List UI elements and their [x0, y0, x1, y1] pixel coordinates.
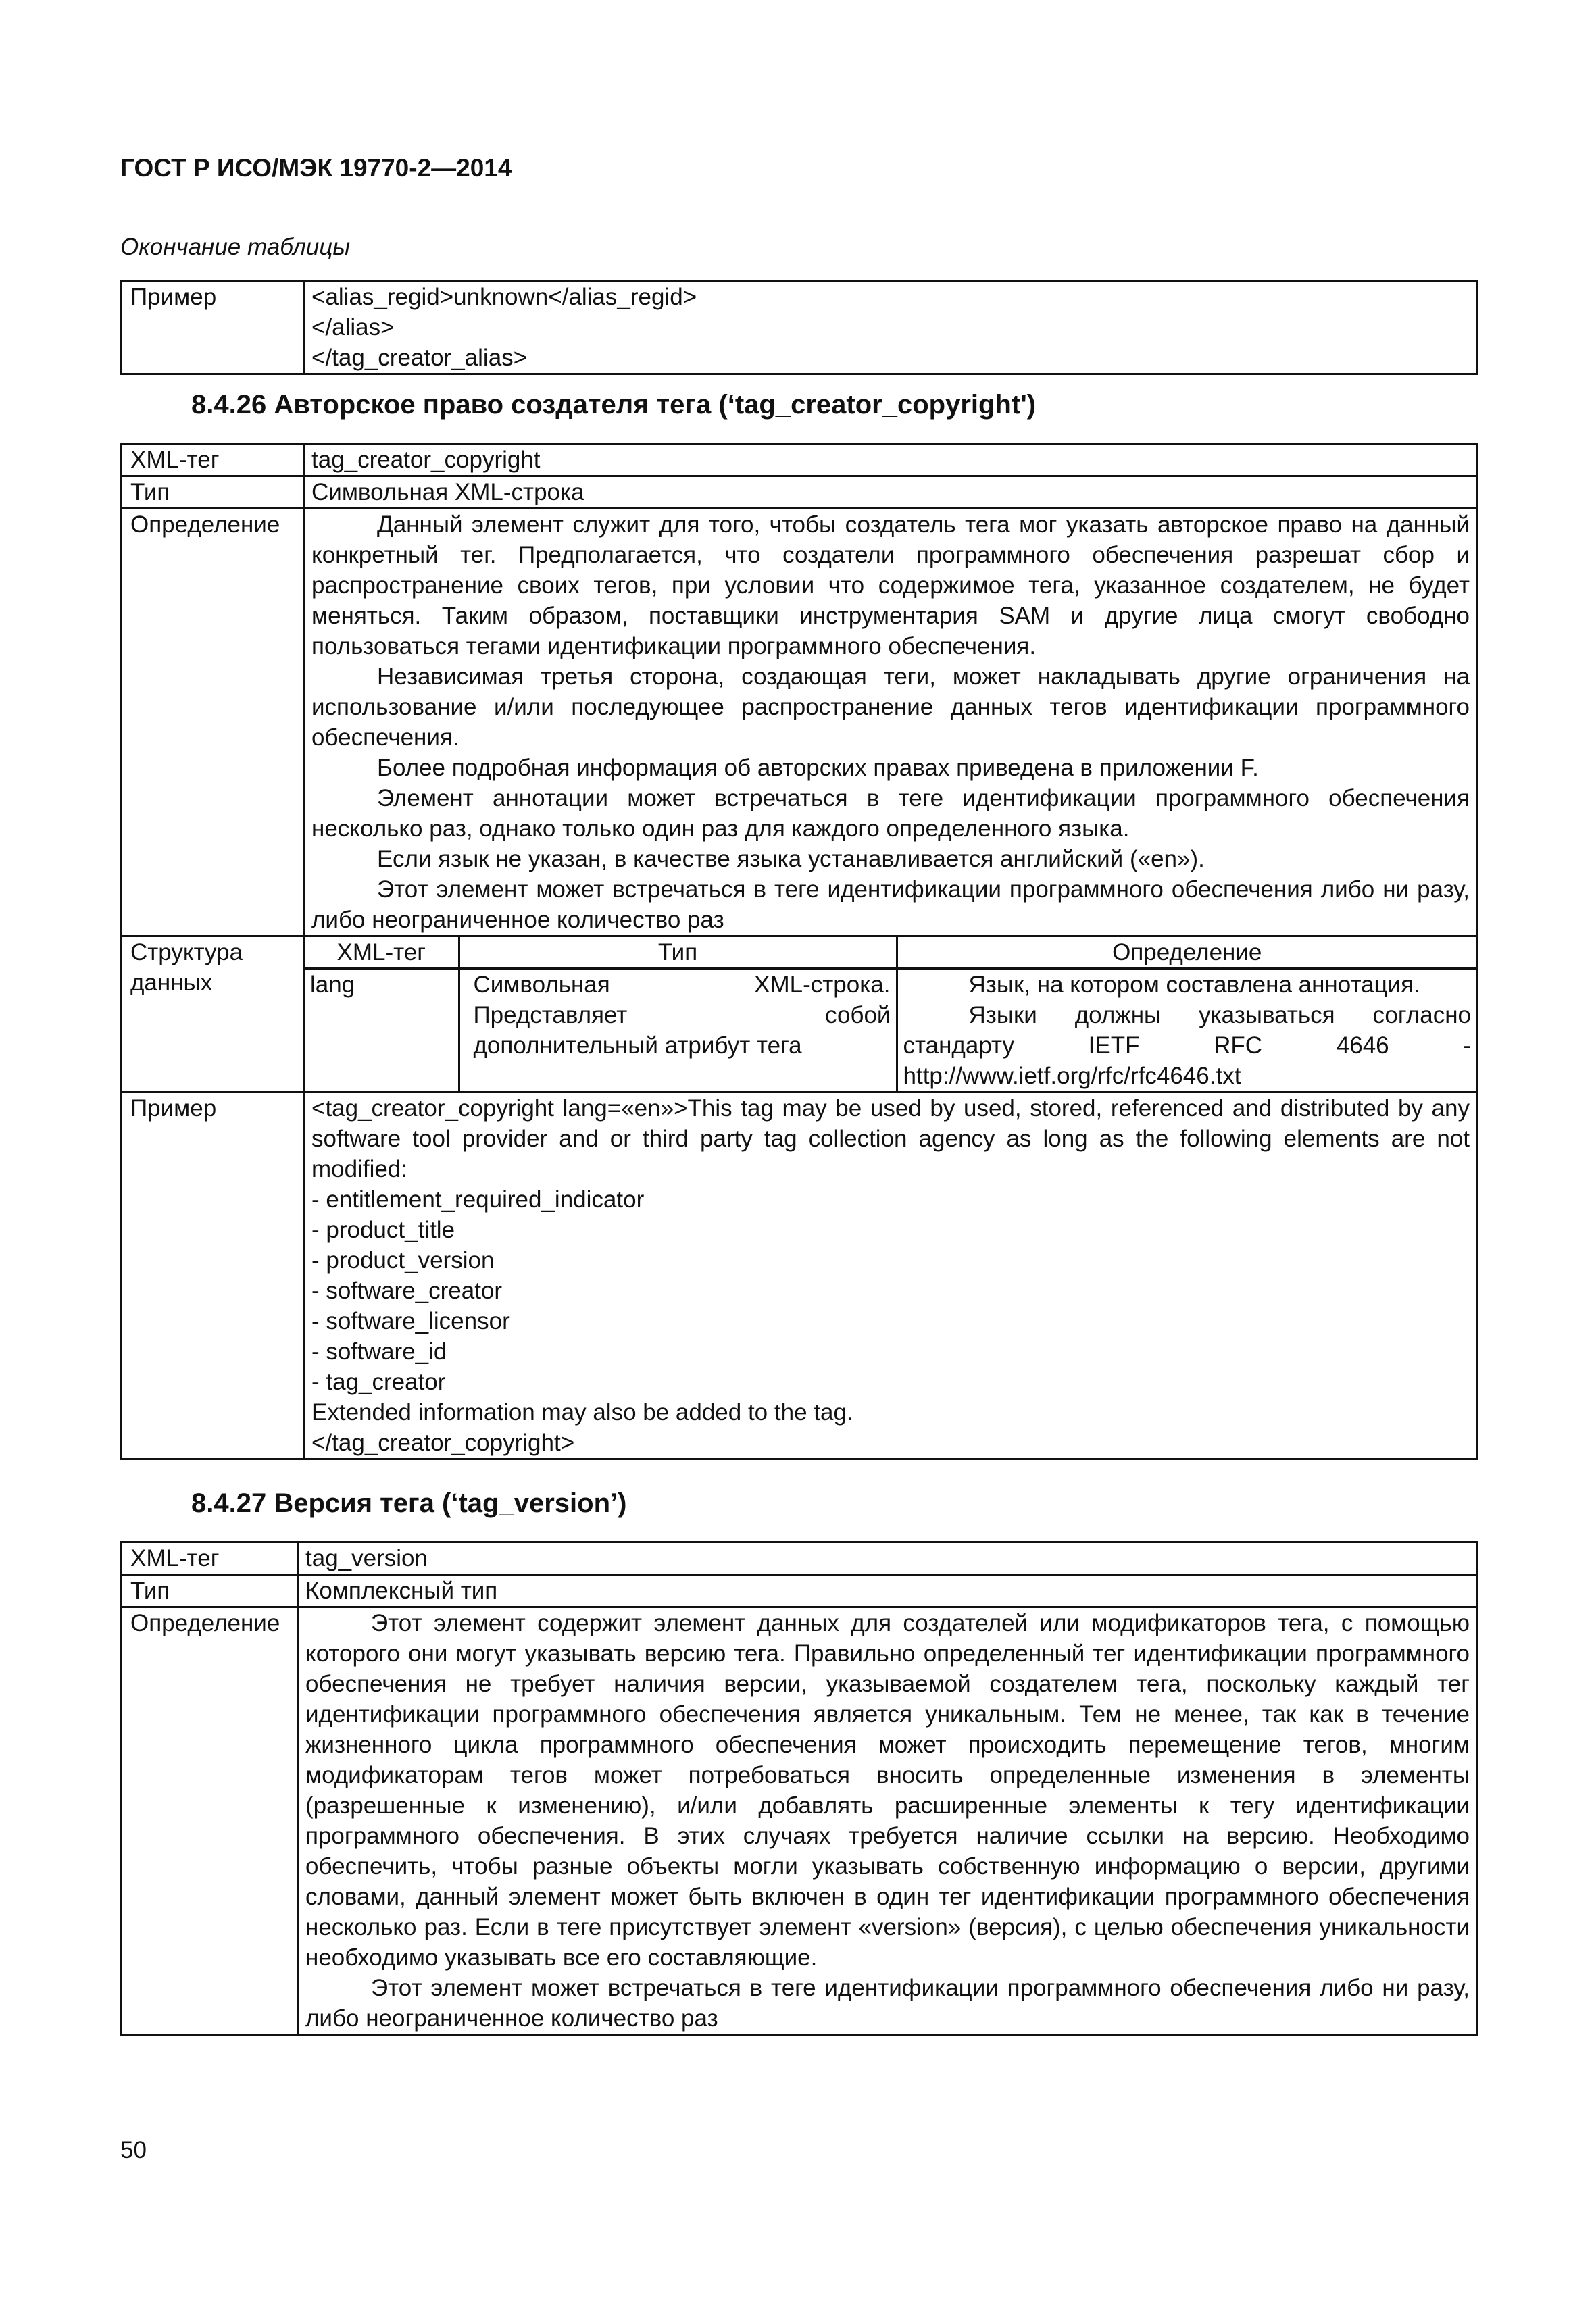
- definition-paragraph: Элемент аннотации может встречаться в теге идентификации программного обеспечения несколько раз, однако только один раз для каждого определенного языка.: [311, 785, 1470, 842]
- example-item: - software_licensor: [311, 1308, 510, 1334]
- definition-cell: [298, 1607, 1478, 2035]
- definition-paragraph: Данный элемент служит для того, чтобы создатель тега мог указать авторское право на данный конкретный тег. Предполагается, что создатели программного обеспечения разрешат сбор и распространение своих тегов, при условии что содержимое тега, указанное создателем, не будет меняться. Таким образом, поставщики инструментария SAM и другие лица смогут свободно пользоваться тегами идентификации программного обеспечения.: [311, 511, 1470, 659]
- definition-paragraph: Этот элемент содержит элемент данных для создателей или модификаторов тега, с помощью которого они могут указывать версию тега. Правильно определенный тег идентификации программного обеспечения не требует наличия версии, указываемой создателем тега, поскольку каждый тег идентификации программного обеспечения является уникальным. Тем не менее, так как в течение жизненного цикла программного обеспечения может происходить перемещение тегов, многим модификаторам тегов может потребоваться вносить определенные изменения в элементы (разрешенные к изменению), и/или добавлять расширенные элементы к тегу идентификации программного обеспечения. В этих случаях требуется наличие ссылки на версию. Необходимо обеспечить, чтобы разные объекты могли указывать собственную информацию о версии, другими словами, данный элемент может быть включен в один тег идентификации программного обеспечения несколько раз. Если в теге присутствует элемент «version» (версия), с целью обеспечения уникальности необходимо указывать все его составляющие.: [305, 1610, 1470, 1971]
- table-row: [122, 936, 1478, 1092]
- example-label: Пример: [122, 281, 304, 374]
- table-row: [122, 1092, 1478, 1459]
- xml-tag-value: tag_creator_copyright: [304, 444, 1478, 476]
- example-item: - entitlement_required_indicator: [311, 1186, 645, 1213]
- definition-paragraph: Независимая третья сторона, создающая теги, может накладывать другие ограничения на использование и/или последующее распространение данных тегов идентификации программного обеспечения.: [311, 663, 1470, 751]
- example-item: - software_creator: [311, 1278, 503, 1304]
- type-label: Тип: [122, 476, 304, 509]
- page-number: 50: [120, 2137, 147, 2163]
- section-heading-8-4-27: 8.4.27 Версия тега (‘tag_version’): [191, 1488, 627, 1518]
- example-item: - product_title: [311, 1217, 455, 1243]
- structure-label-line: Структура: [130, 939, 243, 965]
- xml-tag-label: XML-тег: [122, 444, 304, 476]
- definition-paragraph: Этот элемент может встречаться в теге идентификации программного обеспечения либо ни разу, либо неограниченное количество раз: [305, 1975, 1470, 2032]
- table-row: [122, 1575, 1478, 1607]
- type-value: Символьная XML-строка: [304, 476, 1478, 509]
- structure-table: [305, 937, 1476, 1091]
- structure-definition-paragraph: Язык, на котором составлена аннотация.: [968, 972, 1420, 998]
- xml-tag-label: XML-тег: [122, 1542, 298, 1575]
- code-line: <alias_regid>unknown</alias_regid>: [311, 284, 697, 310]
- example-tail: Extended information may also be added to the tag.: [311, 1399, 853, 1426]
- definition-paragraph: Более подробная информация об авторских правах приведена в приложении F.: [377, 755, 1259, 781]
- structure-label: [122, 936, 304, 1092]
- structure-definition-paragraph: Языки должны указываться согласно стандарту IETF RFC 4646 - http://www.ietf.org/rfc/rfc4646.txt: [903, 1002, 1471, 1089]
- xml-tag-value: tag_version: [298, 1542, 1478, 1575]
- structure-label-line: данных: [130, 970, 213, 996]
- type-value: Комплексный тип: [298, 1575, 1478, 1607]
- table-row: [122, 281, 1478, 374]
- table-row: [122, 509, 1478, 936]
- example-item: - software_id: [311, 1338, 447, 1365]
- structure-data-row: [305, 969, 1476, 1092]
- definition-label: Определение: [122, 1607, 298, 2035]
- definition-paragraph: Если язык не указан, в качестве языка устанавливается английский («en»).: [377, 846, 1205, 872]
- code-line: </alias>: [311, 314, 395, 341]
- example-tail: </tag_creator_copyright>: [311, 1430, 575, 1456]
- example-cell: [304, 1092, 1478, 1459]
- structure-tag: lang: [305, 969, 459, 1092]
- section-heading-8-4-26: 8.4.26 Авторское право создателя тега (‘tag_creator_copyright'): [191, 390, 1037, 420]
- continued-table: [120, 280, 1478, 375]
- table-row: [122, 444, 1478, 476]
- document-header: ГОСТ Р ИСО/МЭК 19770-2—2014: [120, 154, 512, 182]
- example-item: - tag_creator: [311, 1369, 446, 1395]
- definition-cell: [304, 509, 1478, 936]
- definition-paragraph: Этот элемент может встречаться в теге идентификации программного обеспечения либо ни разу, либо неограниченное количество раз: [311, 876, 1470, 933]
- structure-header-row: [305, 937, 1476, 969]
- structure-header-type: Тип: [459, 937, 897, 969]
- structure-type: Символьная XML-строка. Представляет собой дополнительный атрибут тега: [459, 969, 897, 1092]
- tag-creator-copyright-table: [120, 443, 1478, 1460]
- definition-label: Определение: [122, 509, 304, 936]
- code-line: </tag_creator_alias>: [311, 345, 528, 371]
- example-code-cell: [304, 281, 1478, 374]
- table-row: [122, 1607, 1478, 2035]
- example-label: Пример: [122, 1092, 304, 1459]
- example-intro: <tag_creator_copyright lang=«en»>This tag may be used by used, stored, referenced and distributed by any software tool provider and or third party tag collection agency as long as the following elements are not modified:: [311, 1095, 1470, 1182]
- type-label: Тип: [122, 1575, 298, 1607]
- example-item: - product_version: [311, 1247, 495, 1274]
- structure-definition: [897, 969, 1476, 1092]
- table-row: [122, 476, 1478, 509]
- tag-version-table: [120, 1541, 1478, 2036]
- structure-cell: [304, 936, 1478, 1092]
- structure-header-xml-tag: XML-тег: [305, 937, 459, 969]
- table-continuation-caption: Окончание таблицы: [120, 234, 351, 260]
- table-row: [122, 1542, 1478, 1575]
- structure-header-definition: Определение: [897, 937, 1476, 969]
